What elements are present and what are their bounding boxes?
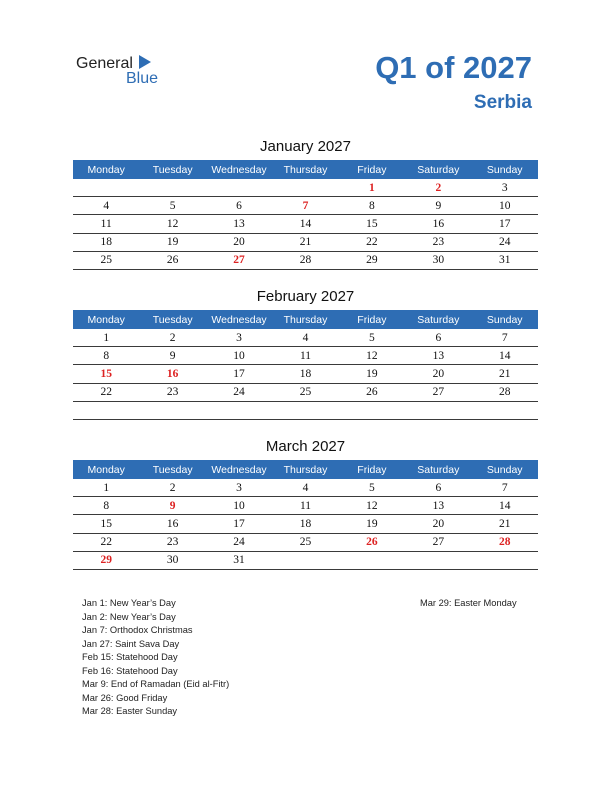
weekday-label: Saturday bbox=[417, 463, 460, 476]
weekday-header bbox=[73, 160, 538, 179]
day-cell: 26 bbox=[166, 254, 179, 267]
day-cell: 15 bbox=[100, 517, 112, 530]
week-row bbox=[73, 479, 538, 497]
weekday-label: Sunday bbox=[486, 163, 523, 176]
day-cell: 2 bbox=[435, 181, 442, 194]
month-january bbox=[73, 138, 538, 270]
day-cell: 21 bbox=[498, 367, 511, 380]
day-cell: 22 bbox=[100, 536, 112, 549]
day-cell: 20 bbox=[432, 517, 445, 530]
logo-triangle-icon bbox=[139, 55, 151, 69]
day-cell: 26 bbox=[366, 386, 378, 399]
holiday-item: Mar 9: End of Ramadan (Eid al-Fitr) bbox=[82, 679, 230, 689]
day-cell: 7 bbox=[501, 331, 508, 344]
day-cell: 28 bbox=[498, 536, 511, 549]
day-cell: 6 bbox=[435, 481, 442, 494]
holiday-list-right bbox=[420, 597, 517, 611]
day-cell: 29 bbox=[366, 254, 378, 267]
day-cell: 7 bbox=[501, 481, 508, 494]
weekday-label: Monday bbox=[87, 463, 125, 476]
day-cell: 1 bbox=[103, 331, 110, 344]
day-cell: 12 bbox=[166, 217, 179, 230]
weekday-label: Wednesday bbox=[211, 313, 267, 326]
day-cell: 15 bbox=[366, 217, 378, 230]
day-cell: 31 bbox=[233, 554, 245, 567]
day-cell: 11 bbox=[299, 499, 312, 512]
week-row bbox=[73, 234, 538, 252]
weekday-label: Friday bbox=[357, 313, 387, 326]
week-row bbox=[73, 347, 538, 365]
day-cell: 13 bbox=[432, 349, 445, 362]
day-cell: 25 bbox=[299, 386, 312, 399]
holiday-item: Mar 28: Easter Sunday bbox=[82, 706, 178, 716]
day-cell: 16 bbox=[166, 517, 179, 530]
day-cell: 22 bbox=[100, 386, 112, 399]
day-cell: 2 bbox=[169, 331, 176, 344]
week-row bbox=[73, 534, 538, 552]
week-row bbox=[73, 197, 538, 215]
day-cell: 25 bbox=[100, 254, 112, 267]
day-cell: 1 bbox=[369, 181, 375, 194]
weekday-label: Tuesday bbox=[152, 463, 193, 476]
day-cell: 4 bbox=[302, 481, 309, 494]
week-row bbox=[73, 402, 538, 420]
weekday-label: Friday bbox=[357, 163, 387, 176]
day-cell: 9 bbox=[169, 349, 176, 362]
holiday-item: Jan 2: New Year’s Day bbox=[82, 611, 176, 622]
day-cell: 12 bbox=[366, 499, 378, 512]
weekday-label: Monday bbox=[87, 163, 125, 176]
day-cell: 28 bbox=[299, 254, 312, 267]
weekday-header bbox=[73, 460, 538, 479]
day-cell: 18 bbox=[100, 236, 112, 249]
week-row bbox=[73, 365, 538, 383]
day-cell: 10 bbox=[233, 349, 245, 362]
day-cell: 16 bbox=[166, 367, 179, 380]
day-cell: 23 bbox=[166, 386, 179, 399]
day-cell: 23 bbox=[432, 236, 445, 249]
day-cell: 27 bbox=[432, 386, 445, 399]
day-cell: 13 bbox=[432, 499, 445, 512]
day-cell: 30 bbox=[432, 254, 445, 267]
holiday-item: Mar 29: Easter Monday bbox=[420, 598, 517, 608]
weekday-label: Wednesday bbox=[211, 463, 267, 476]
week-row bbox=[73, 515, 538, 533]
week-row bbox=[73, 384, 538, 402]
holiday-item: Jan 27: Saint Sava Day bbox=[82, 638, 180, 649]
day-cell: 31 bbox=[498, 254, 511, 267]
week-row bbox=[73, 179, 538, 197]
day-cell: 8 bbox=[369, 199, 375, 212]
day-cell: 20 bbox=[233, 236, 245, 249]
weekday-label: Saturday bbox=[417, 313, 460, 326]
day-cell: 14 bbox=[498, 499, 511, 512]
month-title: February 2027 bbox=[256, 288, 355, 305]
day-cell: 5 bbox=[369, 481, 375, 494]
day-cell: 4 bbox=[103, 199, 110, 212]
generalblue-logo bbox=[76, 52, 176, 88]
logo-text-general: General bbox=[76, 55, 133, 72]
weekday-label: Monday bbox=[87, 313, 125, 326]
day-cell: 6 bbox=[236, 199, 242, 212]
weekday-label: Saturday bbox=[417, 163, 460, 176]
day-cell: 17 bbox=[233, 517, 245, 530]
day-cell: 21 bbox=[299, 236, 312, 249]
week-row bbox=[73, 252, 538, 270]
day-cell: 23 bbox=[166, 536, 179, 549]
day-cell: 3 bbox=[236, 331, 242, 344]
day-cell: 24 bbox=[233, 386, 245, 399]
month-title: January 2027 bbox=[260, 138, 351, 155]
day-cell: 30 bbox=[166, 554, 179, 567]
day-cell: 26 bbox=[366, 536, 378, 549]
weekday-label: Sunday bbox=[486, 463, 523, 476]
day-cell: 11 bbox=[299, 349, 312, 362]
country-name: Serbia bbox=[473, 92, 532, 113]
month-march bbox=[73, 438, 538, 570]
week-row bbox=[73, 497, 538, 515]
week-row bbox=[73, 552, 538, 570]
day-cell: 8 bbox=[103, 499, 110, 512]
holiday-item: Mar 26: Good Friday bbox=[82, 692, 168, 703]
day-cell: 15 bbox=[100, 367, 112, 380]
holiday-item: Jan 7: Orthodox Christmas bbox=[82, 625, 193, 635]
day-cell: 22 bbox=[366, 236, 378, 249]
weekday-label: Thursday bbox=[283, 163, 328, 176]
day-cell: 28 bbox=[498, 386, 511, 399]
day-cell: 21 bbox=[498, 517, 511, 530]
logo-text-blue: Blue bbox=[126, 70, 159, 87]
day-cell: 18 bbox=[299, 517, 312, 530]
day-cell: 9 bbox=[169, 499, 176, 512]
day-cell: 14 bbox=[498, 349, 511, 362]
day-cell: 24 bbox=[233, 536, 245, 549]
weekday-label: Tuesday bbox=[152, 163, 193, 176]
weekday-label: Wednesday bbox=[211, 163, 267, 176]
week-row bbox=[73, 215, 538, 233]
day-cell: 19 bbox=[366, 517, 378, 530]
weekday-label: Sunday bbox=[486, 313, 523, 326]
day-cell: 27 bbox=[432, 536, 445, 549]
day-cell: 8 bbox=[103, 349, 110, 362]
day-cell: 14 bbox=[299, 217, 312, 230]
day-cell: 20 bbox=[432, 367, 445, 380]
day-cell: 5 bbox=[169, 199, 176, 212]
week-row bbox=[73, 329, 538, 347]
page-title: Q1 of 2027 bbox=[375, 50, 532, 85]
weekday-label: Thursday bbox=[283, 463, 328, 476]
holiday-item: Jan 1: New Year’s Day bbox=[82, 598, 176, 608]
day-cell: 2 bbox=[169, 481, 176, 494]
day-cell: 1 bbox=[103, 481, 110, 494]
day-cell: 10 bbox=[498, 199, 511, 212]
weekday-label: Friday bbox=[357, 463, 387, 476]
day-cell: 29 bbox=[100, 554, 112, 567]
day-cell: 27 bbox=[233, 254, 245, 267]
day-cell: 5 bbox=[369, 331, 375, 344]
day-cell: 25 bbox=[299, 536, 312, 549]
day-cell: 12 bbox=[366, 349, 378, 362]
weekday-header bbox=[73, 310, 538, 329]
weekday-label: Tuesday bbox=[152, 313, 193, 326]
day-cell: 11 bbox=[100, 217, 112, 230]
day-cell: 3 bbox=[236, 481, 242, 494]
day-cell: 17 bbox=[498, 217, 511, 230]
day-cell: 3 bbox=[501, 181, 508, 194]
month-title: March 2027 bbox=[265, 438, 346, 455]
holiday-item: Feb 15: Statehood Day bbox=[82, 652, 178, 662]
day-cell: 10 bbox=[233, 499, 245, 512]
day-cell: 13 bbox=[233, 217, 245, 230]
month-february bbox=[73, 288, 538, 420]
day-cell: 24 bbox=[498, 236, 511, 249]
day-cell: 19 bbox=[366, 367, 378, 380]
day-cell: 18 bbox=[299, 367, 312, 380]
day-cell: 19 bbox=[166, 236, 179, 249]
day-cell: 4 bbox=[302, 331, 309, 344]
day-cell: 9 bbox=[435, 199, 442, 212]
day-cell: 7 bbox=[302, 199, 309, 212]
holiday-item: Feb 16: Statehood Day bbox=[82, 665, 178, 676]
weekday-label: Thursday bbox=[283, 313, 328, 326]
day-cell: 17 bbox=[233, 367, 245, 380]
day-cell: 16 bbox=[432, 217, 445, 230]
day-cell: 6 bbox=[435, 331, 442, 344]
holiday-list bbox=[82, 597, 229, 719]
